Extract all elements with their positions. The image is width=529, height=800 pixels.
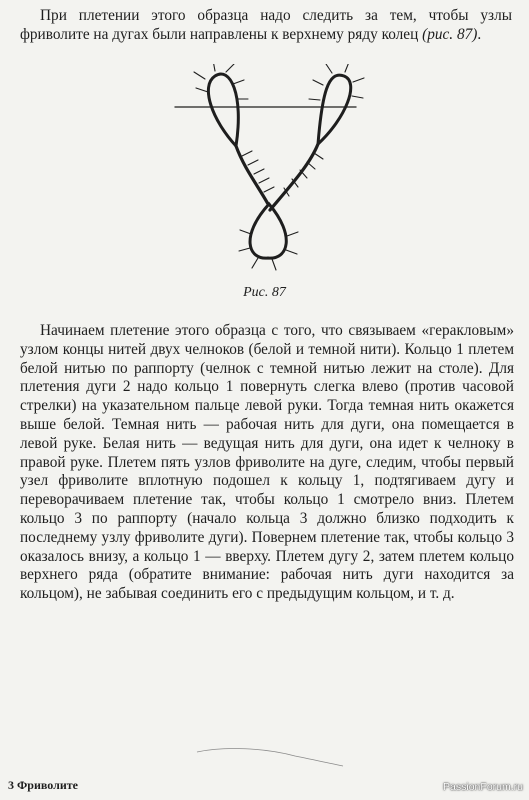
tatting-diagram bbox=[160, 64, 370, 284]
chain-left bbox=[236, 146, 268, 204]
chain-right-knots bbox=[284, 153, 323, 196]
intro-text: При плетении этого образца надо следить за тем, чтобы узлы фриволите на дугах были направлены к верхнему ряду колец bbox=[20, 7, 512, 43]
figure-reference: (рис. 87) bbox=[422, 26, 478, 43]
pencil-mark bbox=[195, 738, 345, 768]
intro-end: . bbox=[477, 26, 482, 43]
body-paragraph: Начинаем плетение этого образца с того, что связываем «геракловым» узлом концы нитей двух челноков (белой и темной нити). Кольцо 1 плетем белой нитью по раппорту (челнок с темной нитью лежит на столе). Для плетения дуги 2 надо кольцо 1 повернуть слегка влево (против часовой стрелки) на указательном пальце левой руки. Тогда темная нить окажется выше белой. Темная нить — рабочая нить для дуги, она помещается в левой руке. Белая нить — ведущая нить для дуги, она идет к челноку в правой руке. Плетем пять узлов фриволите на дуге, следим, чтобы первый узел фриволите вплотную подошел к кольцу 1, подтягиваем дугу и переворачиваем плетение так, чтобы кольцо 1 смотрело вниз. Плетем кольцо 3 по раппорту (начало кольца 3 должно близко подходить к последнему узлу фриволите дуги). Повернем плетение так, чтобы кольцо 3 оказалось внизу, а кольцо 1 — вверху. Плетем дугу 2, затем плетем кольцо верхнего ряда (обратите внимание: рабочая нить дуги находится за кольцом), не забывая соединить его с предыдущим кольцом, и т. д. bbox=[20, 322, 514, 603]
page-footer: 3 Фриволите bbox=[8, 778, 79, 792]
watermark: PassionForum.ru bbox=[443, 781, 523, 793]
ring-upper-left-picots bbox=[194, 64, 248, 99]
ring-upper-left bbox=[208, 74, 238, 146]
figure-caption: Рис. 87 bbox=[243, 285, 286, 300]
ring-upper-right-picots bbox=[309, 64, 364, 100]
ring-lower bbox=[250, 204, 286, 258]
ring-lower-picots bbox=[239, 230, 298, 270]
intro-paragraph bbox=[20, 6, 512, 44]
chain-right bbox=[270, 144, 318, 210]
